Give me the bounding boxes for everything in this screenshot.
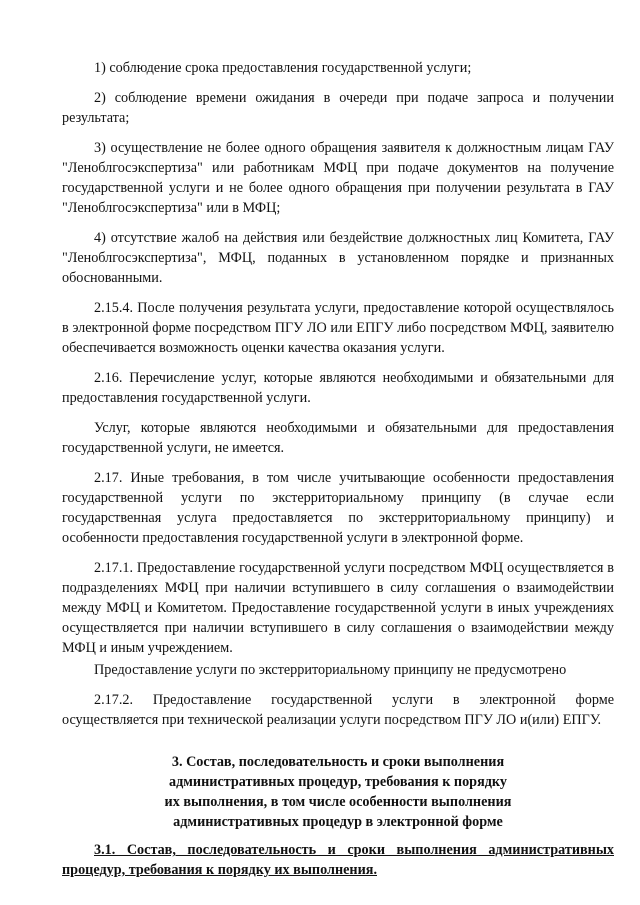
subsection-3-1-heading: 3.1. Состав, последовательность и сроки выполнения административных процедур, требования к порядку их выполнения.	[62, 842, 614, 878]
paragraph-criterion-2: 2) соблюдение времени ожидания в очереди при подаче запроса и получении результата;	[62, 90, 614, 126]
paragraph-no-services: Услуг, которые являются необходимыми и обязательными для предоставления государственной услуги, не имеется.	[62, 420, 614, 456]
section-3-heading	[62, 752, 614, 832]
document-page	[62, 58, 614, 880]
paragraph-2-15-4: 2.15.4. После получения результата услуги, предоставление которой осуществлялось в электронной форме посредством ПГУ ЛО или ЕПГУ либо посредством МФЦ, заявителю обеспечивается возможность оценки качества оказания услуги.	[62, 300, 614, 356]
paragraph-criterion-4: 4) отсутствие жалоб на действия или бездействие должностных лиц Комитета, ГАУ "Леноблгосэкспертиза", МФЦ, поданных в установленном порядке и признанных обоснованными.	[62, 230, 614, 286]
paragraph-extraterritorial: Предоставление услуги по экстерриториальному принципу не предусмотрено	[94, 662, 567, 678]
paragraph-criterion-1: 1) соблюдение срока предоставления государственной услуги;	[94, 60, 472, 76]
section-heading-line-4: административных процедур в электронной форме	[173, 814, 503, 830]
paragraph-criterion-3: 3) осуществление не более одного обращения заявителя к должностным лицам ГАУ "Леноблгосэкспертиза" или работникам МФЦ при подаче документов на получение государственной услуги и не более одного обращения при получении результата в ГАУ "Леноблгосэкспертиза" или в МФЦ;	[62, 140, 614, 216]
section-heading-line-2: административных процедур, требования к порядку	[168, 774, 507, 790]
paragraph-2-17-1: 2.17.1. Предоставление государственной услуги посредством МФЦ осуществляется в подразделениях МФЦ при наличии вступившего в силу соглашения о взаимодействии между МФЦ и Комитетом. Предоставление государственной услуги в иных учреждениях осуществляется при наличии вступившего в силу соглашения о взаимодействии между МФЦ и иным учреждением.	[62, 560, 614, 656]
paragraph-2-17: 2.17. Иные требования, в том числе учитывающие особенности предоставления государственной услуги по экстерриториальному принципу (в случае если государственная услуга предоставляется по экстерриториальному принципу) и особенности предоставления государственной услуги в электронной форме.	[62, 470, 614, 546]
paragraph-2-17-2: 2.17.2. Предоставление государственной услуги в электронной форме осуществляется при технической реализации услуги посредством ПГУ ЛО и(или) ЕПГУ.	[62, 692, 614, 728]
section-heading-line-3: их выполнения, в том числе особенности выполнения	[164, 794, 512, 810]
paragraph-2-16: 2.16. Перечисление услуг, которые являются необходимыми и обязательными для предоставления государственной услуги.	[62, 370, 614, 406]
section-heading-line-1: 3. Состав, последовательность и сроки выполнения	[171, 754, 505, 770]
